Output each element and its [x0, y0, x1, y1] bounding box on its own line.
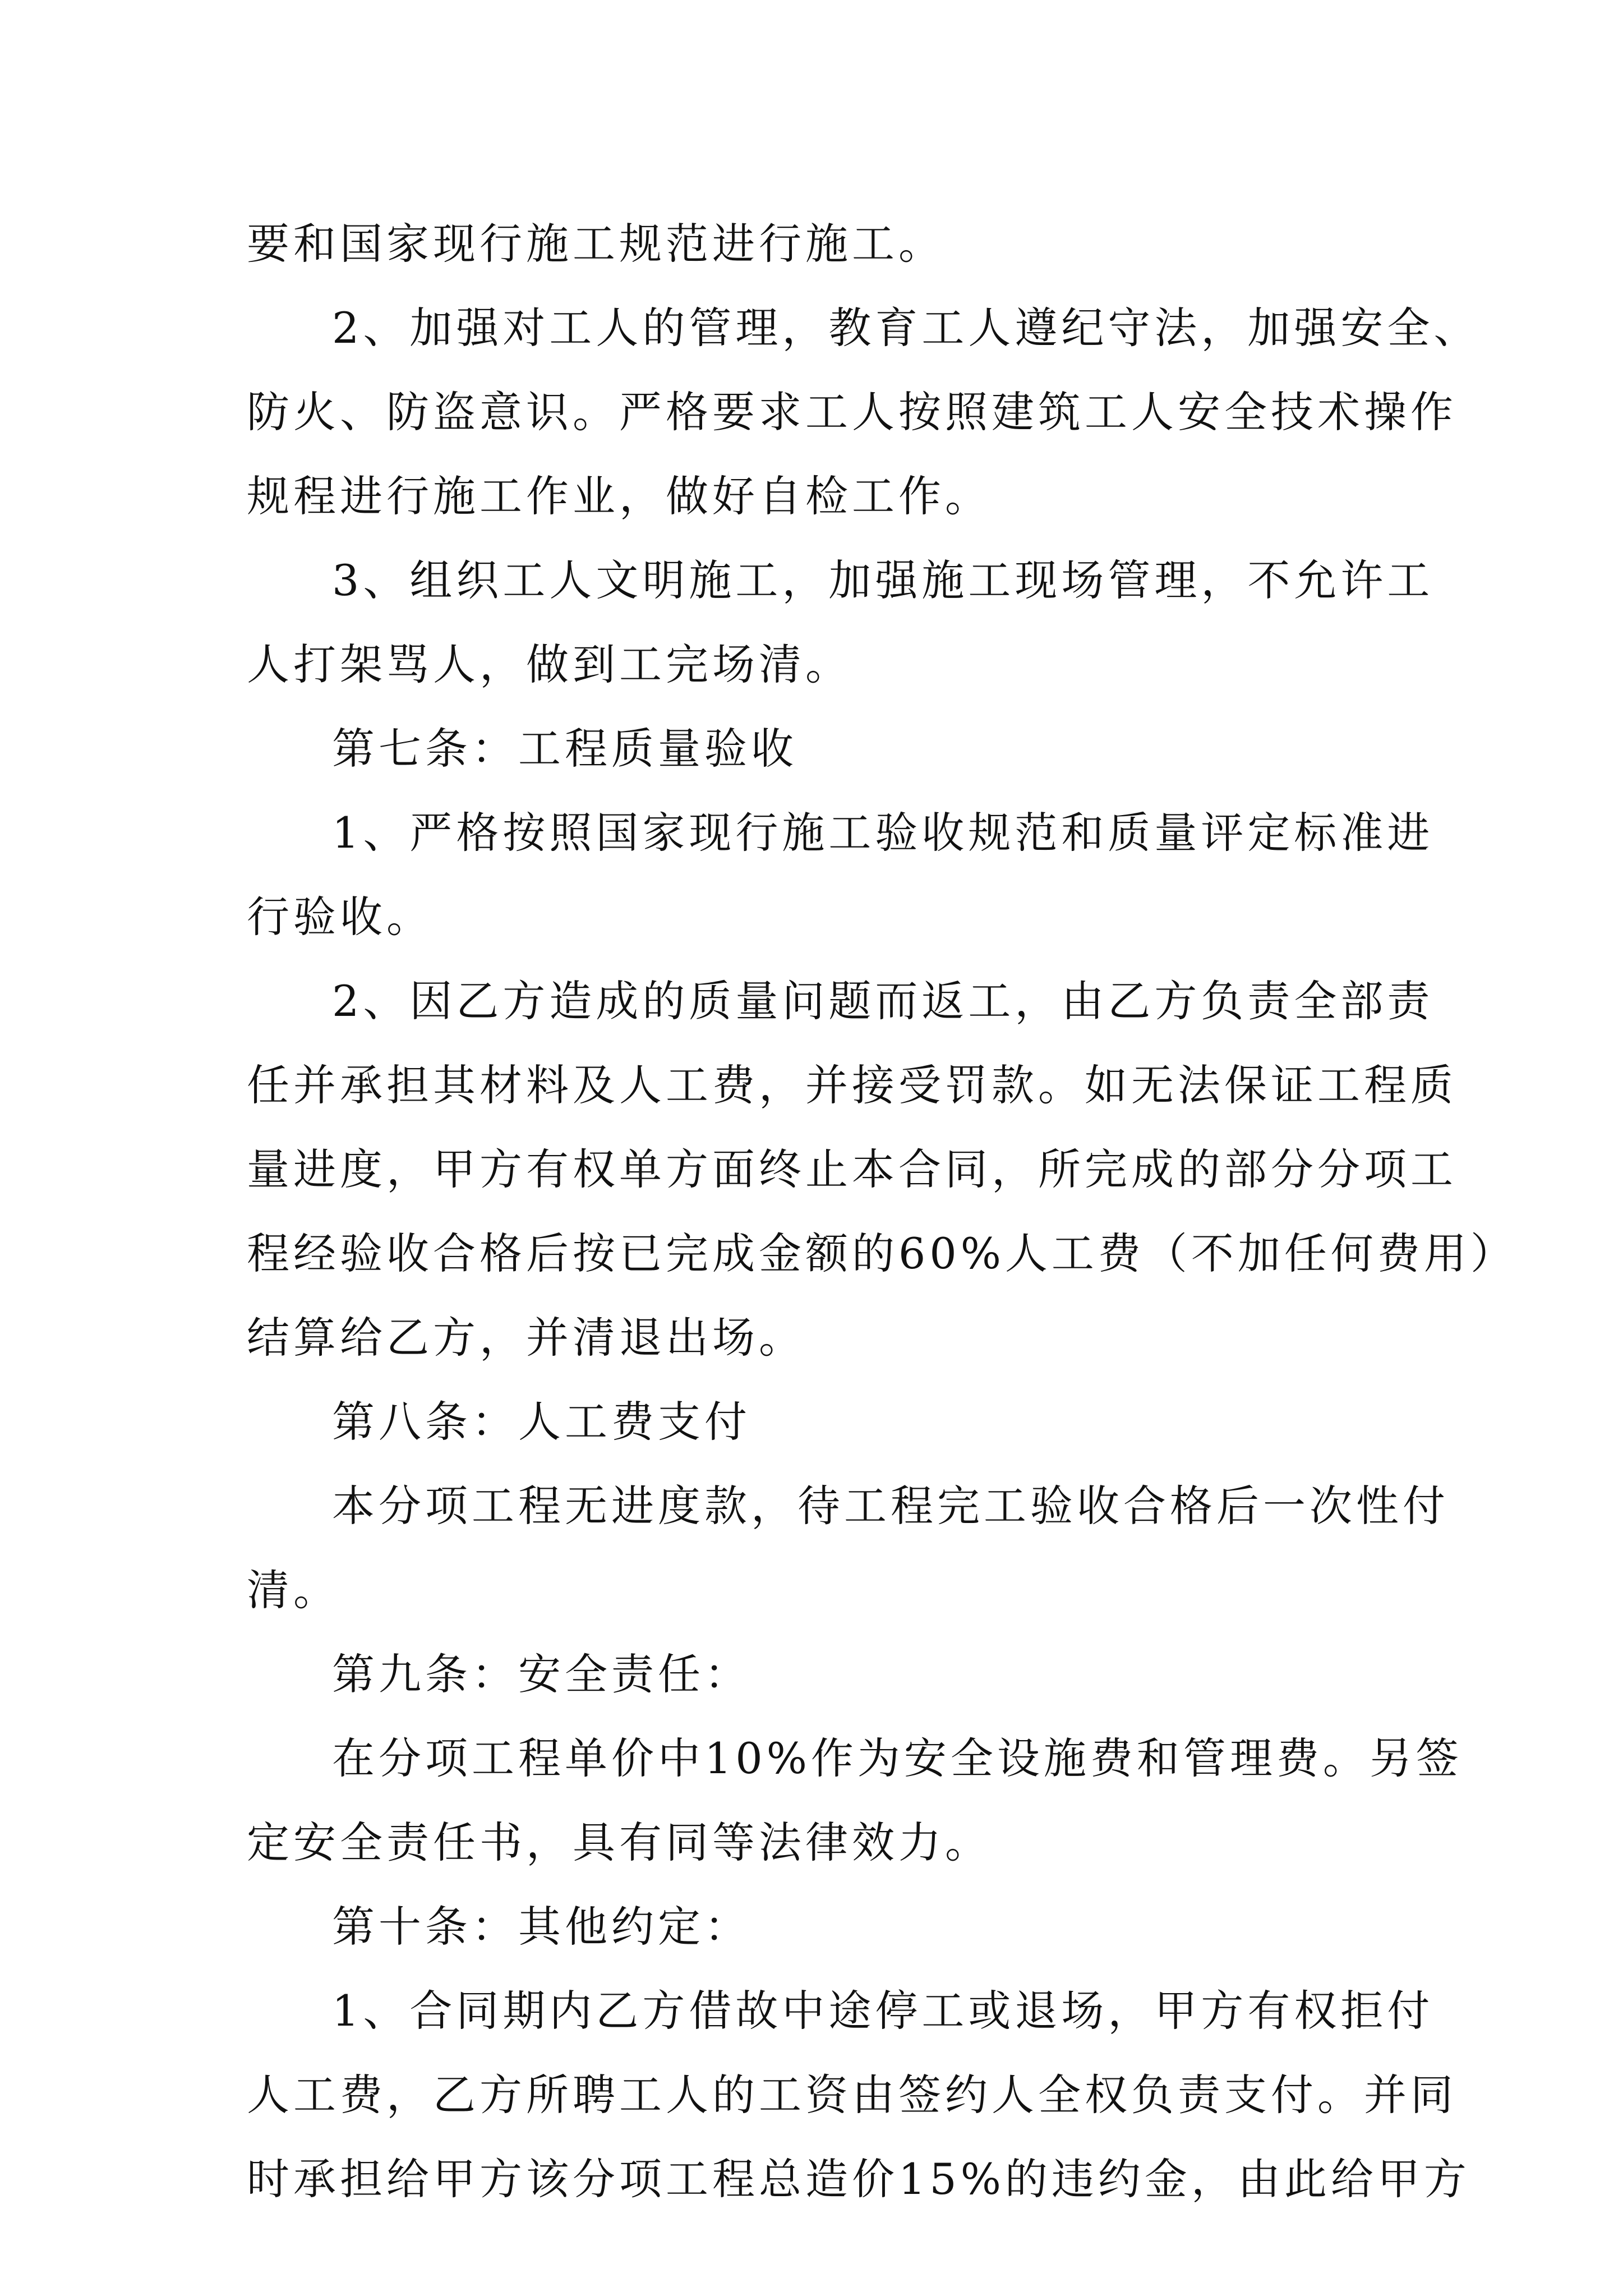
text-line: 人打架骂人，做到工完场清。 — [247, 639, 852, 689]
text-line: 要和国家现行施工规范进行施工。 — [247, 219, 945, 269]
section-heading-article-10: 第十条：其他约定： — [332, 1902, 751, 1952]
text-line: 清。 — [247, 1565, 340, 1615]
section-heading-article-9: 第九条：安全责任： — [332, 1649, 751, 1699]
section-heading-article-7: 第七条：工程质量验收 — [332, 724, 797, 774]
text-line: 在分项工程单价中10%作为安全设施费和管理费。另签 — [332, 1733, 1463, 1783]
text-line: 人工费，乙方所聘工人的工资由签约人全权负责支付。并同 — [247, 2070, 1457, 2120]
text-line: 定安全责任书，具有同等法律效力。 — [247, 1818, 992, 1867]
text-line: 2、因乙方造成的质量问题而返工，由乙方负责全部责 — [332, 976, 1434, 1026]
text-line: 时承担给甲方该分项工程总造价15%的违约金，由此给甲方 — [247, 2154, 1470, 2204]
text-line: 2、加强对工人的管理，教育工人遵纪守法，加强安全、 — [332, 303, 1481, 353]
text-line: 任并承担其材料及人工费，并接受罚款。如无法保证工程质 — [247, 1060, 1457, 1110]
text-line: 防火、防盗意识。严格要求工人按照建筑工人安全技术操作 — [247, 387, 1457, 437]
section-heading-article-8: 第八条：人工费支付 — [332, 1397, 751, 1447]
text-line: 3、组织工人文明施工，加强施工现场管理，不允许工 — [332, 555, 1434, 605]
text-line: 程经验收合格后按已完成金额的60%人工费（不加任何费用） — [247, 1228, 1517, 1278]
text-line: 量进度，甲方有权单方面终止本合同，所完成的部分分项工 — [247, 1144, 1457, 1194]
text-line: 行验收。 — [247, 892, 433, 942]
document-body — [247, 202, 1517, 2221]
text-line: 1、合同期内乙方借故中途停工或退场，甲方有权拒付 — [332, 1986, 1434, 2036]
text-line: 1、严格按照国家现行施工验收规范和质量评定标准进 — [332, 808, 1434, 858]
text-line: 本分项工程无进度款，待工程完工验收合格后一次性付 — [332, 1481, 1449, 1531]
text-line: 规程进行施工作业，做好自检工作。 — [247, 471, 992, 521]
text-line: 结算给乙方，并清退出场。 — [247, 1313, 805, 1363]
